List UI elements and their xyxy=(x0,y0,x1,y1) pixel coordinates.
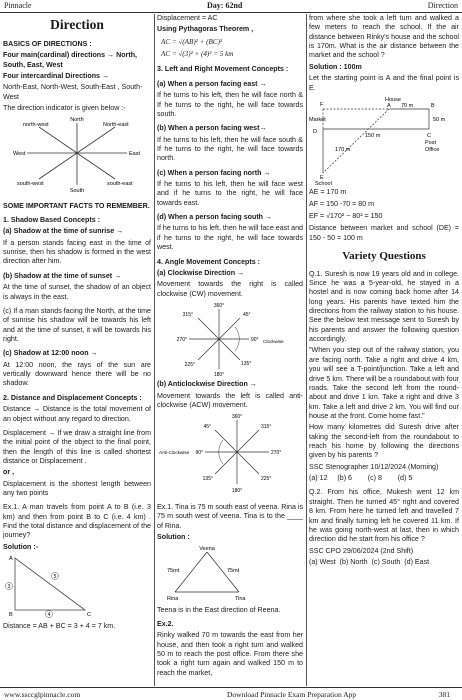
page-number: 381 xyxy=(438,690,450,699)
dist-50: 50 m xyxy=(433,116,446,123)
intercardinal-text: North-East, North-West, South-East , South-West xyxy=(3,83,143,101)
point-a: A xyxy=(9,556,13,563)
compass-north-east: North-east xyxy=(103,122,129,129)
sub-heading: (b) Anticlockwise Direction → xyxy=(157,380,257,389)
sub-heading: (a) Shadow at the time of sunrise → xyxy=(3,227,124,236)
header-day: Day: 62nd xyxy=(207,1,243,10)
indicator-text: The direction indicator is given below :- xyxy=(3,103,126,112)
compass-north-west: north-west xyxy=(23,122,49,129)
paragraph: Movement towards the left is called anti-clockwise (ACW) movement. xyxy=(157,391,303,410)
route-diagram xyxy=(309,95,459,185)
distance-result: Distance between market and school (DE) = 150 - 50 = 100 m xyxy=(309,224,459,242)
paragraph: Let the starting point is A and the final point is E. xyxy=(309,74,459,92)
acw-135: 135° xyxy=(202,476,213,483)
header-brand: Pinnacle xyxy=(4,1,32,10)
cardinal-text: Four main(cardinal) directions → North, South, East, West xyxy=(3,51,138,69)
acw-label: Anti-Clockwise xyxy=(159,450,190,456)
paragraph: from where she took a left turn and walked a few meters to reach the school. If the air distance between Rinky's house and the school is 170m. What is the air distance between the market and the school ? xyxy=(309,14,459,60)
cw-180: 180° xyxy=(213,371,225,377)
acw-180: 180° xyxy=(231,488,243,495)
dist-170: 170 m xyxy=(335,146,351,153)
distance-left: 75mt xyxy=(167,568,180,575)
header-topic: Direction xyxy=(427,1,458,10)
example-label: Ex.2. xyxy=(157,619,174,628)
side-ab: 3 xyxy=(7,584,11,591)
tina-label: Tina xyxy=(235,596,246,603)
veena-diagram xyxy=(157,544,303,602)
page-title: Direction xyxy=(50,17,104,32)
cw-225: 225° xyxy=(184,361,195,368)
point-e: E xyxy=(320,174,324,181)
pythagoras-label: Using Pythagoras Theorem , xyxy=(157,25,254,34)
compass-south-east: south-east xyxy=(107,181,133,188)
anticlockwise-diagram xyxy=(157,412,303,494)
point-f: F xyxy=(320,101,324,108)
side-ac: 5 xyxy=(53,574,57,581)
point-d: D xyxy=(313,128,317,135)
clockwise-diagram xyxy=(157,301,303,377)
dist-70: 70 m xyxy=(401,102,414,109)
paragraph: (c) If a man stands facing the North, at the time of sunrise his shadow will be towards his left and at the time of sunset, it will be towards his right. xyxy=(3,306,151,343)
question-1-ask: How many kilometres did Suresh drive after taking the second-left from the roundabout to reach his home by following the directions given by his parents ? xyxy=(309,423,459,460)
section-heading: BASICS OF DIRECTIONS : xyxy=(3,39,92,48)
paragraph: Displacement → If we draw a straight line from the initial point of the object to the final point, then the length of this line is called shortest distance or Displacement . xyxy=(3,428,151,465)
triangle-diagram xyxy=(3,554,151,618)
paragraph: Distance → Distance is the total movement of an object without any regard to direction. xyxy=(3,405,151,423)
solution-label: Solution : xyxy=(157,532,190,541)
point-c: C xyxy=(427,132,431,139)
or-text: or , xyxy=(3,468,15,477)
section-heading: 4. Angle Movement Concepts : xyxy=(157,257,261,266)
column-divider xyxy=(154,14,155,686)
paragraph: At 12:00 noon, the rays of the sun are vertically downward hence there will be no shadow. xyxy=(3,360,151,388)
footer-app-link[interactable]: Download Pinnacle Exam Preparation App xyxy=(227,690,357,699)
question-1-options: (a) 12 (b) 6 (c) 8 (d) 5 xyxy=(309,474,413,483)
acw-270: 270° xyxy=(271,450,282,457)
compass-west: West xyxy=(13,151,26,158)
question-1: Q.1. Suresh is now 19 years old and in college. Since he was a 5-year-old, he stayed in a hostel and is now coming back home after 14 long years. His parents have texted him the directions from the railway station to his house. See the below text message sent to Suresh by his parents and answer the following question accordingly. xyxy=(309,269,459,344)
office-label: Office xyxy=(425,146,440,153)
distance-right: 75mt xyxy=(227,568,240,575)
cw-270: 270° xyxy=(176,336,187,343)
sub-heading: (a) Clockwise Direction → xyxy=(157,268,245,277)
example-text: Ex.1. Tina is 75 m south east of veena. Rina is 75 m south west of veena. Tina is to the ____ of Rina. xyxy=(157,502,303,530)
question-2-source: SSC CPO 29/06/2024 (2nd Shift) xyxy=(309,546,414,555)
paragraph: If he turns to his left, then he will face north & If he turns to the right, he will face towards south. xyxy=(157,91,303,118)
paragraph: If he turns to his left, then he will face east and if he turns to the right, he will face towards west. xyxy=(157,224,303,252)
paragraph: If a person stands facing east in the time of sunrise, then his shadow is formed in the west direction after him. xyxy=(3,238,151,266)
paragraph xyxy=(3,51,151,70)
compass-north: North xyxy=(70,117,84,124)
cw-label: Clockwise xyxy=(263,338,284,344)
section-heading: 3. Left and Right Movement Concepts : xyxy=(157,65,289,74)
remember-heading: SOME IMPORTANT FACTS TO REMEMBER. xyxy=(3,201,150,210)
compass-east: East xyxy=(129,151,141,158)
calc-ef: EF = √170² − 80² = 150 xyxy=(309,211,383,220)
example-text: Ex.1. A man travels from point A to B (i.e. 3 km) and then from point B to C (i.e. 4 km) . Find the total distance and displacement of the journey? xyxy=(3,503,151,540)
question-1-source: SSC Stenographer 10/12/2024 (Morning) xyxy=(309,462,439,471)
point-a: A xyxy=(387,102,391,109)
question-2-options: (a) West (b) North (c) South (d) East xyxy=(309,557,430,566)
calc-ae: AE = 170 m xyxy=(309,188,347,197)
house-label: House xyxy=(385,96,401,103)
dist-150: 150 m xyxy=(365,132,381,139)
footer-website[interactable]: www.ssccglpinnacle.com xyxy=(4,690,81,699)
veena-label: Veena xyxy=(199,546,215,553)
post-label: Post xyxy=(425,139,437,146)
paragraph: Displacement is the shortest length between any two points xyxy=(3,479,151,498)
sub-heading: (c) Shadow at 12:00 noon → xyxy=(3,349,98,358)
question-1-quote: "When you step out of the railway station, you are facing north. Take a right and drive 4 km, you will see a T-point/junction. Take a left and drive 5 km. There will be a roundabout with four roads. Take the second left from the round-about and drive 1 km. Take a right and drive 3 km. Take a left and drive 2 km. You will find our house at the front. Come home fast." xyxy=(309,346,459,420)
paragraph: At the time of sunset, the shadow of an object is always in the east. xyxy=(3,283,151,301)
compass-diagram xyxy=(3,115,151,193)
cw-360: 360° xyxy=(213,302,225,309)
answer-text: Teena is in the East direction of Reena. xyxy=(157,605,281,614)
column-1 xyxy=(3,14,151,686)
cw-45: 45° xyxy=(243,311,251,318)
sub-heading: (c) When a person facing north → xyxy=(157,168,271,177)
point-b: B xyxy=(9,612,13,619)
sub-heading: (a) When a person facing east → xyxy=(157,79,267,88)
distance-result: Distance = AB + BC = 3 + 4 = 7 km. xyxy=(3,621,116,630)
paragraph: If he turns to his left, then he will face west and if he turns to the right, he will face towards east. xyxy=(157,180,303,207)
calc-af: AF = 150 -70 = 80 m xyxy=(309,199,375,208)
acw-315: 315° xyxy=(261,424,272,431)
compass-south: South xyxy=(69,188,85,194)
page-footer xyxy=(0,687,462,700)
column-3 xyxy=(309,14,459,686)
acw-360: 360° xyxy=(231,414,243,421)
acw-45: 45° xyxy=(203,424,211,431)
page-header xyxy=(0,0,462,13)
column-divider xyxy=(306,14,307,686)
rina-label: Rina xyxy=(167,596,179,603)
sub-heading: (b) Shadow at the time of sunset → xyxy=(3,271,122,280)
side-bc: 4 xyxy=(47,612,51,619)
point-c: C xyxy=(87,612,91,619)
sub-heading: (d) When a person facing south → xyxy=(157,213,273,222)
solution-label: Solution :- xyxy=(3,542,39,551)
section-heading: 2. Distance and Displacement Concepts : xyxy=(3,393,142,402)
displacement-eq: Displacement = AC xyxy=(157,14,218,22)
paragraph: Rinky walked 70 m towards the east from her house, and then took a right turn and walked 50 m to reach the post office. From there she took a right turn again and walked 150 m to reach the market, xyxy=(157,631,303,677)
point-b: B xyxy=(431,102,435,109)
school-label: School xyxy=(315,180,332,185)
paragraph: If he turns to his left, then he will face south & If he turns to the right, he will face towards north. xyxy=(157,135,303,163)
acw-225: 225° xyxy=(261,476,272,483)
cw-90: 90° xyxy=(251,336,259,343)
acw-90: 90° xyxy=(195,450,203,457)
cw-135: 135° xyxy=(241,360,252,367)
column-2 xyxy=(157,14,303,686)
question-2: Q.2. From his office, Mukesh went 12 km straight. Then he turned 45° right and covered 8 km. From here he turned left and travelled 7 km and finally turning left he covered 11 km. If he was going north-west at last, then in which direction did he start from his office ? xyxy=(309,488,459,544)
variety-title: Variety Questions xyxy=(342,250,426,263)
equation-1: AC = √(AB)² + (BC)² xyxy=(161,37,223,46)
intercardinal-label: Four intercardinal Directions → xyxy=(3,71,110,80)
paragraph: Movement towards the right is called clockwise (CW) movement. xyxy=(157,280,303,298)
compass-south-west: south-west xyxy=(17,181,44,188)
section-heading: 1. Shadow Based Concepts : xyxy=(3,216,100,225)
market-label: Market xyxy=(309,116,326,123)
sub-heading: (b) When a person facing west→ xyxy=(157,124,267,133)
cw-315: 315° xyxy=(182,311,193,318)
solution-label: Solution : 100m xyxy=(309,62,362,71)
equation-2: AC = √(3)² + (4)² = 5 km xyxy=(161,50,234,59)
